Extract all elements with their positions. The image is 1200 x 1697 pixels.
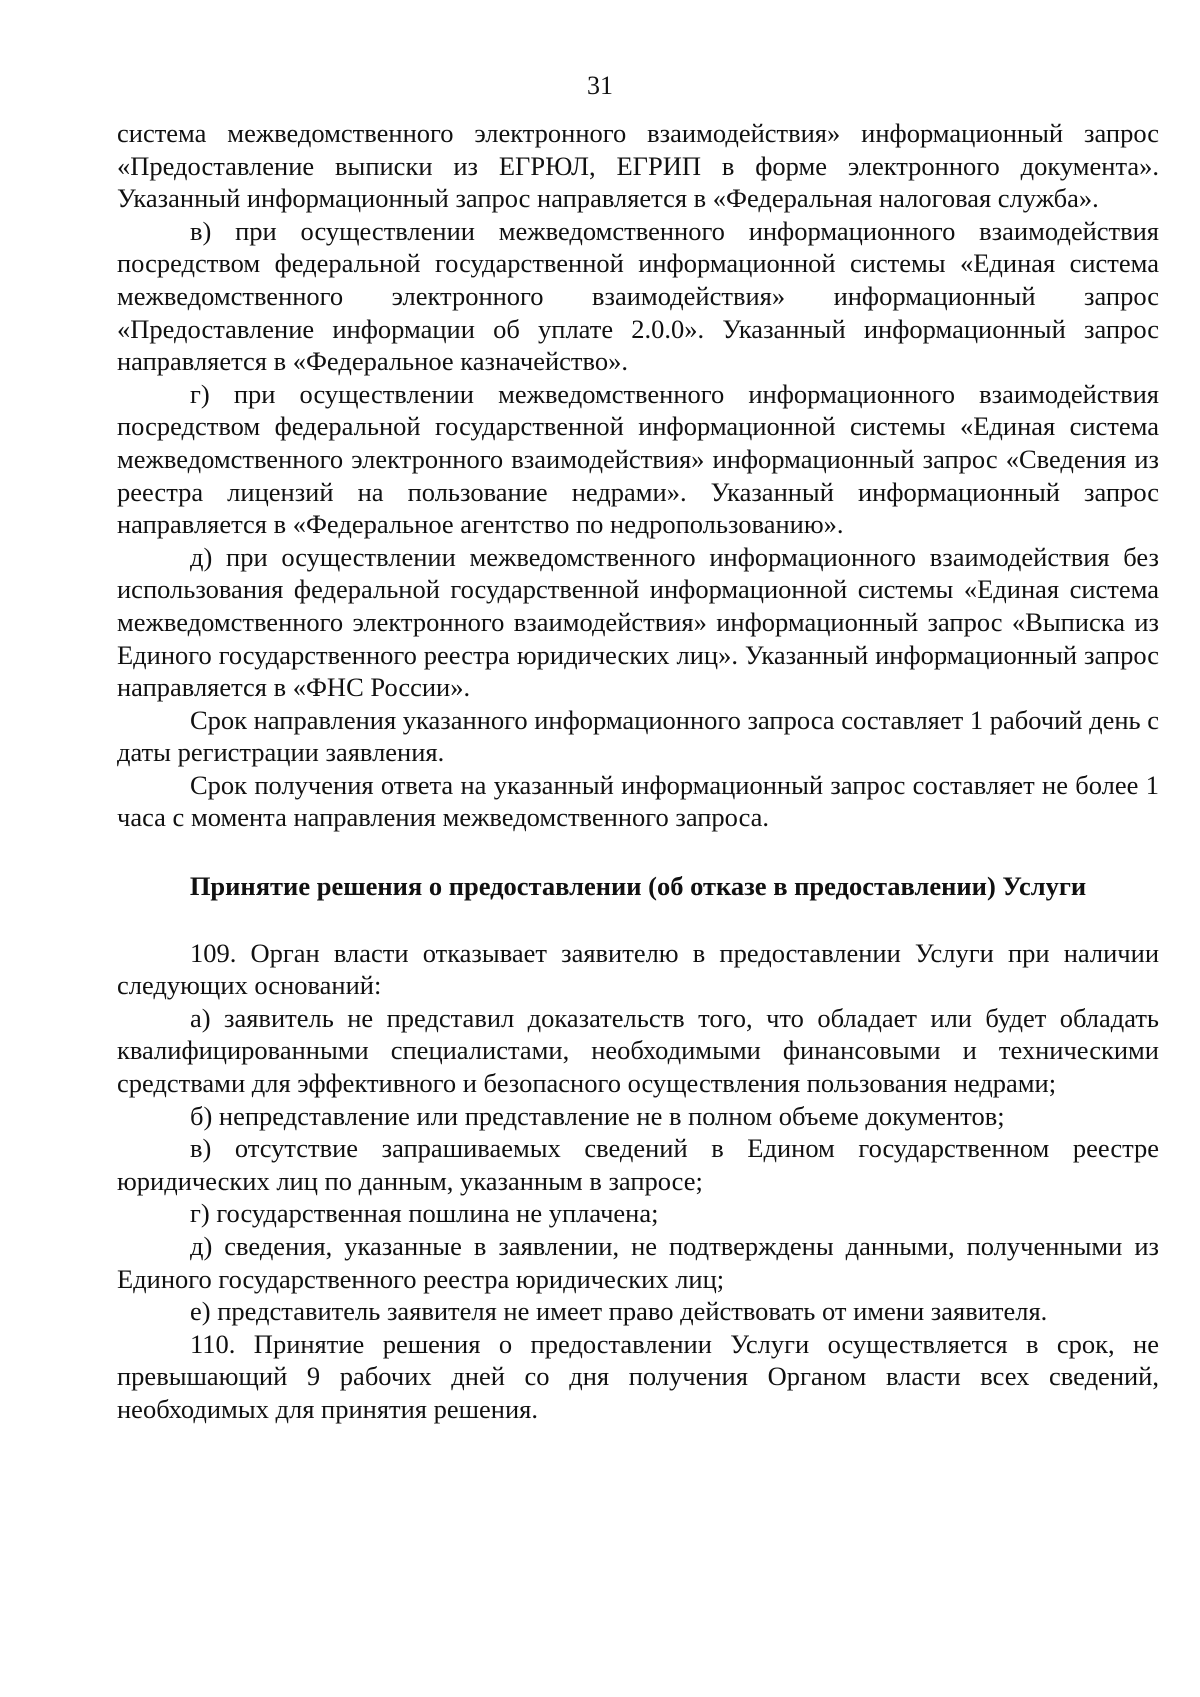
- spacer: [117, 903, 1159, 937]
- paragraph-109-g: г) государственная пошлина не уплачена;: [190, 1198, 659, 1229]
- document-body: [117, 117, 1159, 1426]
- section-heading: Принятие решения о предоставлении (об отказе в предоставлении) Услуги: [189, 871, 1087, 902]
- paragraph-response-deadline: Срок получения ответа на указанный информационный запрос составляет не более 1 часа с момента направления межведомственного запроса.: [117, 769, 1159, 833]
- paragraph-109-v: в) отсутствие запрашиваемых сведений в Едином государственном реестре юридических лиц по данным, указанным в запросе;: [117, 1133, 1159, 1196]
- spacer: [117, 834, 1159, 870]
- paragraph-item-v: в) при осуществлении межведомственного информационного взаимодействия посредством федеральной государственной информационной системы «Единая система межведомственного электронного взаимодействия» информационный запрос «Предоставление информации об уплате 2.0.0». Указанный информационный запрос направляется в «Федеральное казначейство».: [117, 215, 1159, 377]
- paragraph-request-deadline: Срок направления указанного информационного запроса составляет 1 рабочий день с даты регистрации заявления.: [117, 704, 1159, 768]
- page-number: 31: [587, 71, 613, 100]
- paragraph-109-a: а) заявитель не представил доказательств того, что обладает или будет обладать квалифицированными специалистами, необходимыми финансовыми и техническими средствами для эффективного и безопасного осуществления пользования недрами;: [117, 1002, 1159, 1099]
- paragraph-109-d: д) сведения, указанные в заявлении, не подтверждены данными, полученными из Единого государственного реестра юридических лиц;: [117, 1231, 1159, 1294]
- paragraph-item-g: г) при осуществлении межведомственного информационного взаимодействия посредством федеральной государственной информационной системы «Единая система межведомственного электронного взаимодействия» информационный запрос «Сведения из реестра лицензий на пользование недрами». Указанный информационный запрос направляется в «Федеральное агентство по недропользованию».: [117, 378, 1159, 540]
- paragraph: система межведомственного электронного взаимодействия» информационный запрос «Предоставление выписки из ЕГРЮЛ, ЕГРИП в форме электронного документа». Указанный информационный запрос направляется в «Федеральная налоговая служба».: [117, 118, 1159, 214]
- paragraph-109: 109. Орган власти отказывает заявителю в предоставлении Услуги при наличии следующих оснований:: [117, 937, 1159, 1001]
- paragraph-item-d: д) при осуществлении межведомственного информационного взаимодействия без использования федеральной государственной информационной системы «Единая система межведомственного электронного взаимодействия» информационный запрос «Выписка из Единого государственного реестра юридических лиц». Указанный информационный запрос направляется в «ФНС России».: [117, 541, 1159, 703]
- paragraph-109-b: б) непредставление или представление не в полном объеме документов;: [190, 1100, 1005, 1131]
- paragraph-110: 110. Принятие решения о предоставлении Услуги осуществляется в срок, не превышающий 9 рабочих дней со дня получения Органом власти всех сведений, необходимых для принятия решения.: [117, 1328, 1159, 1424]
- paragraph-109-e: е) представитель заявителя не имеет право действовать от имени заявителя.: [190, 1296, 1048, 1327]
